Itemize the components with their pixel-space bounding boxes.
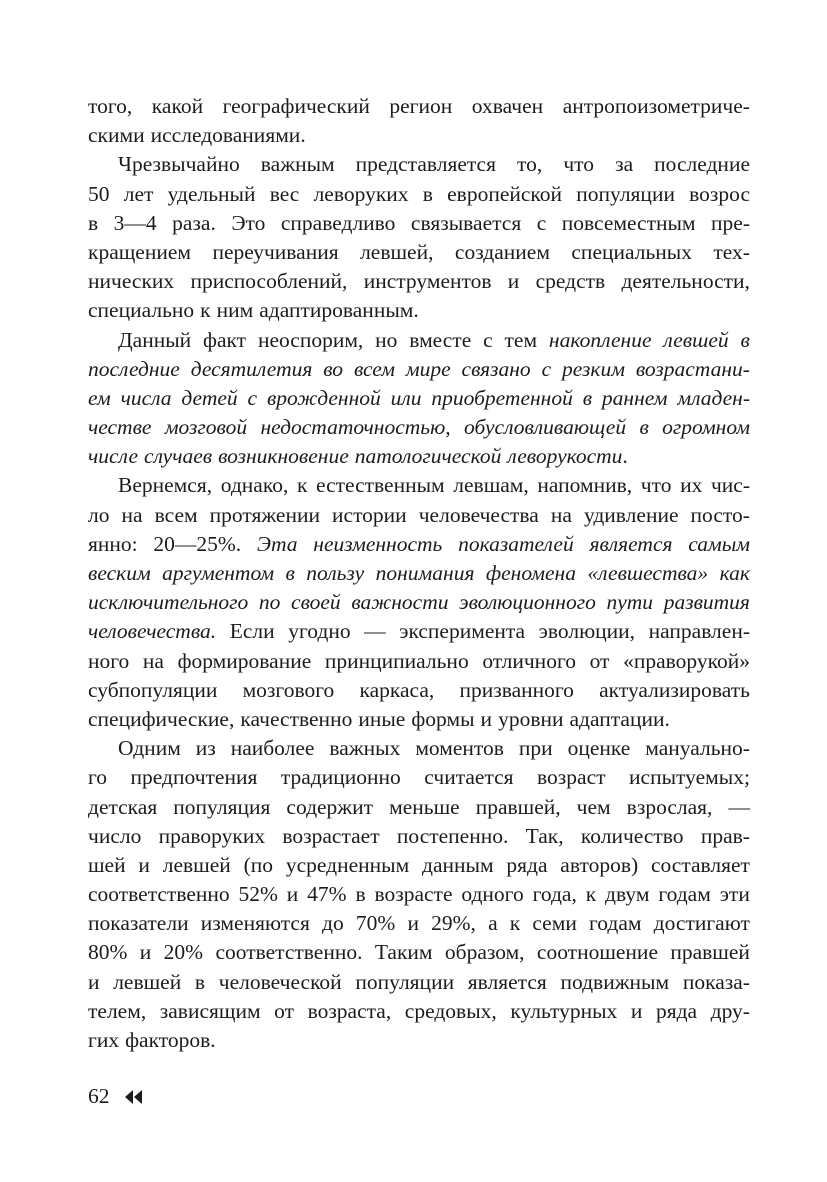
word: пре- bbox=[711, 210, 750, 235]
word: отличного bbox=[482, 648, 576, 673]
word: или bbox=[390, 385, 422, 410]
text-line bbox=[88, 588, 750, 617]
word: раннем bbox=[601, 385, 668, 410]
word: меньше bbox=[389, 794, 460, 819]
word: специальных bbox=[571, 239, 692, 264]
word: с bbox=[483, 327, 493, 352]
word: понимания bbox=[375, 561, 475, 585]
word: Так, bbox=[525, 823, 564, 848]
word: что bbox=[563, 152, 595, 177]
word: и bbox=[630, 998, 643, 1023]
word: ного bbox=[88, 648, 130, 673]
word: ряда bbox=[506, 852, 548, 877]
word: телем, bbox=[88, 998, 147, 1023]
word: «левшества» bbox=[587, 561, 709, 585]
word: средовых, bbox=[404, 998, 497, 1023]
word: а bbox=[488, 911, 498, 936]
word: факторов. bbox=[125, 1028, 216, 1052]
word: эволюции, bbox=[538, 619, 636, 644]
word: прав- bbox=[700, 823, 750, 848]
word: ло bbox=[88, 502, 110, 527]
word: шей bbox=[88, 852, 126, 877]
word: в bbox=[88, 210, 99, 235]
text-line bbox=[88, 617, 750, 646]
word: за bbox=[615, 152, 634, 177]
word: огромном bbox=[662, 415, 750, 440]
word: 47% bbox=[307, 882, 347, 907]
word: культурных bbox=[510, 998, 618, 1023]
word: регион bbox=[389, 94, 453, 118]
word: до bbox=[322, 911, 344, 936]
word: данным bbox=[422, 852, 494, 877]
word: каркаса, bbox=[359, 677, 435, 702]
text-line bbox=[88, 559, 750, 588]
word: усредненным bbox=[285, 852, 410, 877]
word: самым bbox=[688, 531, 750, 556]
word: годам bbox=[589, 911, 642, 936]
word: подвижным bbox=[560, 969, 670, 994]
word: субпопуляции bbox=[88, 677, 218, 702]
text-line bbox=[88, 355, 750, 384]
text-line bbox=[88, 997, 750, 1026]
word: принципиально bbox=[324, 648, 469, 673]
word: антропоизометриче- bbox=[562, 94, 750, 118]
word: как bbox=[719, 561, 750, 585]
word: соотношение bbox=[536, 940, 658, 965]
word: числа bbox=[120, 385, 172, 410]
word: и bbox=[88, 969, 100, 994]
word: к bbox=[509, 911, 521, 936]
text-line bbox=[88, 1026, 750, 1055]
word: эксперимента bbox=[399, 619, 526, 644]
word: и bbox=[407, 911, 419, 936]
word: (по bbox=[243, 852, 274, 877]
word: по bbox=[258, 590, 281, 615]
word: в bbox=[582, 385, 593, 410]
word: Вернемся, bbox=[118, 473, 213, 498]
word: удельный bbox=[167, 181, 256, 206]
word: содержит bbox=[286, 794, 374, 819]
word: левшам, bbox=[453, 473, 529, 498]
word: обусловливающей bbox=[463, 415, 627, 440]
word: приобретенной bbox=[431, 385, 573, 410]
word: исключительного bbox=[88, 590, 249, 615]
word: всем bbox=[353, 356, 395, 381]
word: — bbox=[364, 619, 386, 644]
word: кращением bbox=[88, 239, 191, 264]
paragraph bbox=[88, 471, 750, 734]
word: аргументом bbox=[162, 561, 275, 585]
word: гих bbox=[88, 1028, 120, 1052]
word: образом, bbox=[444, 940, 525, 965]
text-line bbox=[88, 180, 750, 209]
page-body bbox=[88, 92, 750, 1055]
word: показателей bbox=[458, 531, 574, 556]
word: чем bbox=[576, 794, 611, 819]
word: количество bbox=[580, 823, 684, 848]
word: предпочтения bbox=[130, 765, 258, 790]
word: случаев bbox=[144, 444, 213, 469]
word: важным bbox=[260, 152, 335, 177]
word: и bbox=[286, 882, 299, 907]
word: 52% bbox=[238, 882, 278, 907]
word: возрос bbox=[689, 181, 750, 206]
double-left-arrow-icon bbox=[124, 1090, 144, 1104]
word: истории bbox=[332, 502, 407, 527]
word: правшей bbox=[670, 940, 750, 965]
word: авторов) bbox=[560, 852, 639, 877]
word: деятельности, bbox=[621, 269, 750, 294]
word: честве bbox=[88, 415, 152, 440]
paragraph bbox=[88, 92, 750, 150]
word: 3—4 bbox=[113, 210, 157, 235]
word: показа- bbox=[682, 969, 750, 994]
word: посто- bbox=[690, 502, 750, 527]
paragraph bbox=[88, 326, 750, 472]
text-line bbox=[88, 238, 750, 267]
word: но bbox=[375, 327, 398, 352]
word: в bbox=[355, 882, 366, 907]
word: взрослая, bbox=[626, 794, 713, 819]
word: накопление bbox=[548, 327, 652, 352]
word: важных bbox=[329, 736, 401, 761]
word: на bbox=[121, 502, 143, 527]
word: приспособлений, bbox=[190, 269, 348, 294]
text-line bbox=[88, 880, 750, 909]
word: соответственно. bbox=[215, 940, 363, 965]
word: года, bbox=[532, 882, 577, 907]
word: леворукости. bbox=[507, 444, 628, 469]
text-line bbox=[88, 705, 750, 734]
word: возраст bbox=[537, 765, 606, 790]
word: к bbox=[296, 473, 308, 498]
word: моментов bbox=[415, 736, 504, 761]
word: мире bbox=[405, 356, 451, 381]
word: семи bbox=[532, 911, 577, 936]
word: Эта bbox=[256, 531, 298, 556]
word: призванного bbox=[459, 677, 574, 702]
word: левшей bbox=[162, 852, 231, 877]
word: своей bbox=[291, 590, 341, 615]
word: при bbox=[518, 736, 553, 761]
text-line bbox=[88, 734, 750, 763]
word: последние bbox=[654, 152, 750, 177]
text-line bbox=[88, 150, 750, 179]
word: и bbox=[480, 706, 493, 731]
word: важности bbox=[351, 590, 449, 615]
word: мануально- bbox=[645, 736, 750, 761]
word: созданием bbox=[454, 239, 550, 264]
word: лет bbox=[123, 181, 154, 206]
text-line bbox=[88, 121, 750, 150]
word: справедливо bbox=[280, 210, 396, 235]
word: показатели bbox=[88, 911, 189, 936]
word: Если bbox=[229, 619, 275, 644]
word: какой bbox=[151, 94, 204, 118]
text-line bbox=[88, 442, 750, 471]
word: число bbox=[88, 823, 142, 848]
word: мозгового bbox=[242, 677, 335, 702]
word: Чрезвычайно bbox=[118, 152, 240, 177]
word: человечества. bbox=[88, 619, 217, 644]
word: в bbox=[194, 969, 206, 994]
word: формирование bbox=[177, 648, 312, 673]
word: удивление bbox=[583, 502, 679, 527]
word: инструментов bbox=[363, 269, 492, 294]
word: наиболее bbox=[230, 736, 315, 761]
word: числе bbox=[88, 444, 139, 469]
word: на bbox=[142, 648, 164, 673]
word: человечества bbox=[418, 502, 539, 527]
word: от bbox=[589, 648, 610, 673]
word: на bbox=[550, 502, 572, 527]
word: десятилетия bbox=[190, 356, 313, 381]
word: пути bbox=[606, 590, 654, 615]
word: традиционно bbox=[280, 765, 401, 790]
word: специально bbox=[88, 298, 195, 323]
word: Данный bbox=[118, 327, 192, 352]
word: из bbox=[195, 736, 216, 761]
word: тех- bbox=[713, 239, 750, 264]
word: «праворукой» bbox=[623, 648, 750, 673]
word: географический bbox=[222, 94, 370, 118]
word: пользу bbox=[306, 561, 365, 585]
word: развития bbox=[663, 590, 750, 615]
text-line bbox=[88, 209, 750, 238]
word: в bbox=[422, 181, 433, 206]
word: правшей, bbox=[475, 794, 561, 819]
word: в bbox=[740, 327, 750, 352]
word: Это bbox=[231, 210, 266, 235]
word: веским bbox=[88, 561, 151, 585]
word: переучивания bbox=[212, 239, 339, 264]
word: Таким bbox=[374, 940, 433, 965]
word: представляется bbox=[355, 152, 496, 177]
word: ряда bbox=[655, 998, 698, 1023]
word: всем bbox=[154, 502, 198, 527]
word: европейской bbox=[447, 181, 563, 206]
word: угодно bbox=[288, 619, 351, 644]
text-line bbox=[88, 296, 750, 325]
word: ним bbox=[216, 298, 254, 323]
word: достигают bbox=[653, 911, 750, 936]
word: человеческой bbox=[218, 969, 342, 994]
word: детская bbox=[88, 794, 158, 819]
word: левшей bbox=[663, 327, 729, 352]
text-line bbox=[88, 267, 750, 296]
page-footer bbox=[88, 1084, 144, 1109]
word: скими bbox=[88, 123, 145, 148]
text-line bbox=[88, 763, 750, 792]
word: вес bbox=[269, 181, 300, 206]
text-line bbox=[88, 909, 750, 938]
word: с bbox=[541, 356, 552, 381]
word: протяжении bbox=[209, 502, 320, 527]
word: неоспорим, bbox=[257, 327, 364, 352]
word: младен- bbox=[677, 385, 750, 410]
word: зависящим bbox=[159, 998, 261, 1023]
word: от bbox=[274, 998, 294, 1023]
word: возраста, bbox=[307, 998, 392, 1023]
word: что bbox=[640, 473, 672, 498]
word: факт bbox=[203, 327, 247, 352]
word: оценке bbox=[567, 736, 631, 761]
word: эволюционного bbox=[459, 590, 596, 615]
word: изменяются bbox=[200, 911, 310, 936]
word: вместе bbox=[409, 327, 472, 352]
word: связывается bbox=[410, 210, 522, 235]
word: направлен- bbox=[648, 619, 750, 644]
word: янно: bbox=[88, 531, 138, 556]
word: Одним bbox=[118, 736, 181, 761]
word: того, bbox=[88, 94, 133, 118]
word: дру- bbox=[710, 998, 750, 1023]
word: популяции bbox=[576, 181, 675, 206]
word: 20—25%. bbox=[153, 531, 242, 556]
word: считается bbox=[424, 765, 514, 790]
word: адаптированным. bbox=[259, 298, 419, 323]
text-line bbox=[88, 968, 750, 997]
word: патологической bbox=[354, 444, 502, 469]
word: чис- bbox=[710, 473, 750, 498]
word: в bbox=[285, 561, 295, 585]
word: одного bbox=[461, 882, 524, 907]
word: специфические, bbox=[88, 706, 235, 731]
word: испытуемых; bbox=[629, 765, 750, 790]
text-line bbox=[88, 530, 750, 559]
word: ем bbox=[88, 385, 111, 410]
word: и bbox=[139, 940, 152, 965]
word: последние bbox=[88, 356, 180, 381]
text-line bbox=[88, 676, 750, 705]
word: левшей bbox=[113, 969, 182, 994]
page-number: 62 bbox=[88, 1084, 110, 1108]
word: их bbox=[680, 473, 703, 498]
word: недостаточностью, bbox=[260, 415, 451, 440]
word: охвачен bbox=[471, 94, 544, 118]
word: возникновение bbox=[218, 444, 349, 469]
word: средств bbox=[535, 269, 606, 294]
text-line bbox=[88, 92, 750, 121]
word: возрастает bbox=[282, 823, 380, 848]
word: формы bbox=[411, 706, 475, 731]
word: резким bbox=[562, 356, 625, 381]
word: повсеместным bbox=[561, 210, 696, 235]
word: с bbox=[536, 210, 547, 235]
word: постепенно. bbox=[396, 823, 509, 848]
paragraph bbox=[88, 734, 750, 1055]
word: соответственно bbox=[88, 882, 230, 907]
word: с bbox=[247, 385, 258, 410]
word: го bbox=[88, 765, 108, 790]
word: исследованиями. bbox=[150, 123, 306, 148]
paragraph bbox=[88, 150, 750, 325]
word: 70% bbox=[355, 911, 396, 936]
word: 29%, bbox=[431, 911, 476, 936]
word: возрасте bbox=[374, 882, 453, 907]
text-line bbox=[88, 851, 750, 880]
word: иные bbox=[358, 706, 406, 731]
word: во bbox=[323, 356, 344, 381]
text-line bbox=[88, 413, 750, 442]
word: 20% bbox=[163, 940, 204, 965]
word: леворуких bbox=[313, 181, 409, 206]
word: составляет bbox=[650, 852, 750, 877]
word: двум bbox=[605, 882, 650, 907]
word: напомнив, bbox=[537, 473, 633, 498]
word: неизменность bbox=[313, 531, 443, 556]
word: и bbox=[138, 852, 150, 877]
text-line bbox=[88, 793, 750, 822]
text-line bbox=[88, 647, 750, 676]
word: праворуких bbox=[158, 823, 266, 848]
text-line bbox=[88, 938, 750, 967]
word: 80% bbox=[88, 940, 128, 965]
word: нических bbox=[88, 269, 175, 294]
word: уровни bbox=[498, 706, 564, 731]
word: раза. bbox=[172, 210, 216, 235]
word: связано bbox=[461, 356, 531, 381]
text-line bbox=[88, 822, 750, 851]
word: левшей, bbox=[360, 239, 434, 264]
word: качественно bbox=[240, 706, 353, 731]
word: является bbox=[467, 969, 547, 994]
word: к bbox=[585, 882, 597, 907]
word: то, bbox=[517, 152, 543, 177]
word: однако, bbox=[220, 473, 289, 498]
word: популяции bbox=[355, 969, 455, 994]
word: 50 bbox=[88, 181, 110, 206]
word: является bbox=[589, 531, 673, 556]
word: и bbox=[507, 269, 520, 294]
text-line bbox=[88, 471, 750, 500]
word: актуализировать bbox=[599, 677, 750, 702]
word: годам bbox=[658, 882, 711, 907]
word: эти bbox=[719, 882, 750, 907]
word: к bbox=[200, 298, 211, 323]
word: детей bbox=[181, 385, 238, 410]
text-line bbox=[88, 501, 750, 530]
word: мозговой bbox=[164, 415, 248, 440]
word: тем bbox=[504, 327, 538, 352]
word: естественным bbox=[316, 473, 445, 498]
word: в bbox=[639, 415, 649, 440]
text-line bbox=[88, 384, 750, 413]
word: возрастани- bbox=[635, 356, 750, 381]
word: популяция bbox=[173, 794, 271, 819]
word: адаптации. bbox=[569, 706, 670, 731]
word: врожденной bbox=[266, 385, 381, 410]
text-line bbox=[88, 326, 750, 355]
word: — bbox=[728, 794, 750, 819]
word: феномена bbox=[485, 561, 576, 585]
